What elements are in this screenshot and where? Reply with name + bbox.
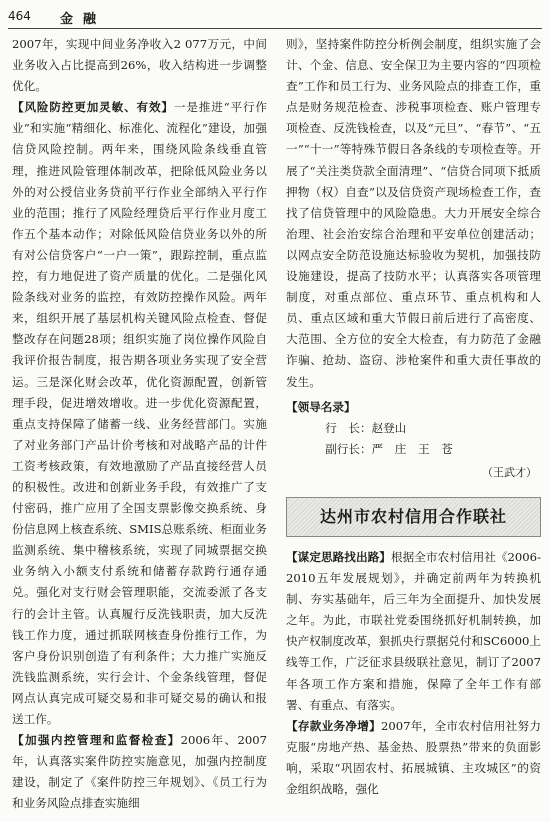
paragraph-body: 根据全市农村信用社《2006-2010五年发展规划》，并确定前两年为转换机制、夯实基础年，后三年为全面提升、加快发展之年。为此，市联社党委围绕抓好机制转换，加快产权制度改革，狠抓央行票据兑付和SC6000上线等工作，广泛征求县级联社意见，制订了2007年各项工作方案和措施，保障了全年工作有部署、有重点、有落实。 xyxy=(286,549,542,712)
org-title-banner xyxy=(286,497,541,537)
page-number: 464 xyxy=(8,9,31,23)
paragraph-body: 一是推进“平行作业”和实施“精细化、标准化、流程化”建设，加强信贷风险控制。两年来，围绕风险条线垂直管理，推进风险管理体制改革，把除低风险业务以外的对公授信业务贷前平行作业全部纳入平行作业的范围；推行了风险经理贷后平行作业月度工作五个基本动作；对除低风险信贷业务以外的所有对公信贷客户“一户一策”，跟踪控制，重点监控，有力地促进了资产质量的优化。二是强化风险条线对业务的监控，有效防控操作风险。两年来，组织开展了基层机构关键风险点检查、督促整改存在问题28项；组织实施了岗位操作风险自我评价报告制度，报告期各项业务实现了安全营运。三是深化财会改革，优化资源配置，创新管理手段，促进增效增收。进一步优化资源配置，重点支持保障了储蓄一线、业务经营部门。实施了对业务部门产品计价考核和对战略产品的计件工资考核政策，有效地激励了产品直接经营人员的积极性。改进和创新业务手段，有效推广了支付密码，推广应用了全国支票影像交换系统、身份信息网上核查系统、SMIS总账系统、柜面业务监测系统、集中稽核系统，实现了同城票据交换业务纳入小额支付系统和储蓄存款跨行通存通兑。强化对支行财会管理职能，交流委派了各支行的会计主管。认真履行反洗钱职责，加大反洗钱工作力度，通过抓联网核查身份推行工作，为客户身份识别创造了有利条件；大力推广实施反洗钱监测系统，实行会计、个金条线管理，督促网点认真完成可疑交易和非可疑交易的确认和报送工作。 xyxy=(12,100,267,726)
org-title: 达州市农村信用合作联社 xyxy=(319,507,507,527)
paragraph: 2007年，实现中间业务净收入2 077万元，中间业务收入占比提高到26%，收入结构进一步调整优化。 xyxy=(12,37,267,94)
paragraph-body: 2006年、2007年，认真落实案件防控实施意见，加强内控制度建设，制定了《案件防控三年规划》、《员工行为和业务风险点排查实施细 xyxy=(12,733,267,811)
subhead: 【存款业务净增】 xyxy=(286,718,381,733)
author-credit: （王武才） xyxy=(482,465,537,479)
subhead: 【谋定思路找出路】 xyxy=(286,549,391,564)
left-column xyxy=(12,34,267,814)
subhead: 【风险防控更加灵敏、有效】 xyxy=(12,100,174,115)
paragraph xyxy=(286,547,541,716)
paragraph xyxy=(12,730,267,814)
leader-row: 行 长：赵登山 xyxy=(325,420,407,435)
paragraph xyxy=(286,716,541,800)
section-name: 金融 xyxy=(60,12,107,27)
paragraph xyxy=(12,97,267,730)
subhead: 【领导名录】 xyxy=(286,399,356,414)
paragraph: 则》，坚持案件防控分析例会制度，组织实施了会计、个金、信息、安全保卫为主要内容的“四项检查”工作和员工行为、业务风险点的排查工作，重点是财务规范检查、涉税事项检查、账户管理专项检查、反洗钱检查，以及“元旦”、“春节”、“五一”“十一”等特殊节假日各条线的专项检查等。开展了“关注类贷款全面清理”、“信贷合同项下抵质押物（权）自查”以及信贷资产现场检查工作，查找了信贷管理中的风险隐患。大力开展安全综合治理、社会治安综合治理和平安单位创建活动；以网点安全防范设施达标验收为契机，加强技防设施建设，提高了技防水平；认真落实各项管理制度，对重点部位、重点环节、重点机构和人员、重点区域和重大节假日前后进行了高密度、大范围、全方位的安全大检查，有力防范了金融诈骗、抢劫、盗窃、涉枪案件和重大责任事故的发生。 xyxy=(286,37,541,389)
page-header xyxy=(8,6,542,29)
right-column xyxy=(286,34,541,800)
paragraph-body: 2007年，全市农村信用社努力克服“房地产热、基金热、股票热”带来的负面影响，采取“巩固农村、拓展城镇、主攻城区”的资金组织战略，强化 xyxy=(286,718,541,796)
subhead: 【加强内控管理和监督检查】 xyxy=(12,733,181,748)
leader-row: 副行长：严 庄 王 苍 xyxy=(325,441,453,456)
leader-list xyxy=(286,397,541,460)
